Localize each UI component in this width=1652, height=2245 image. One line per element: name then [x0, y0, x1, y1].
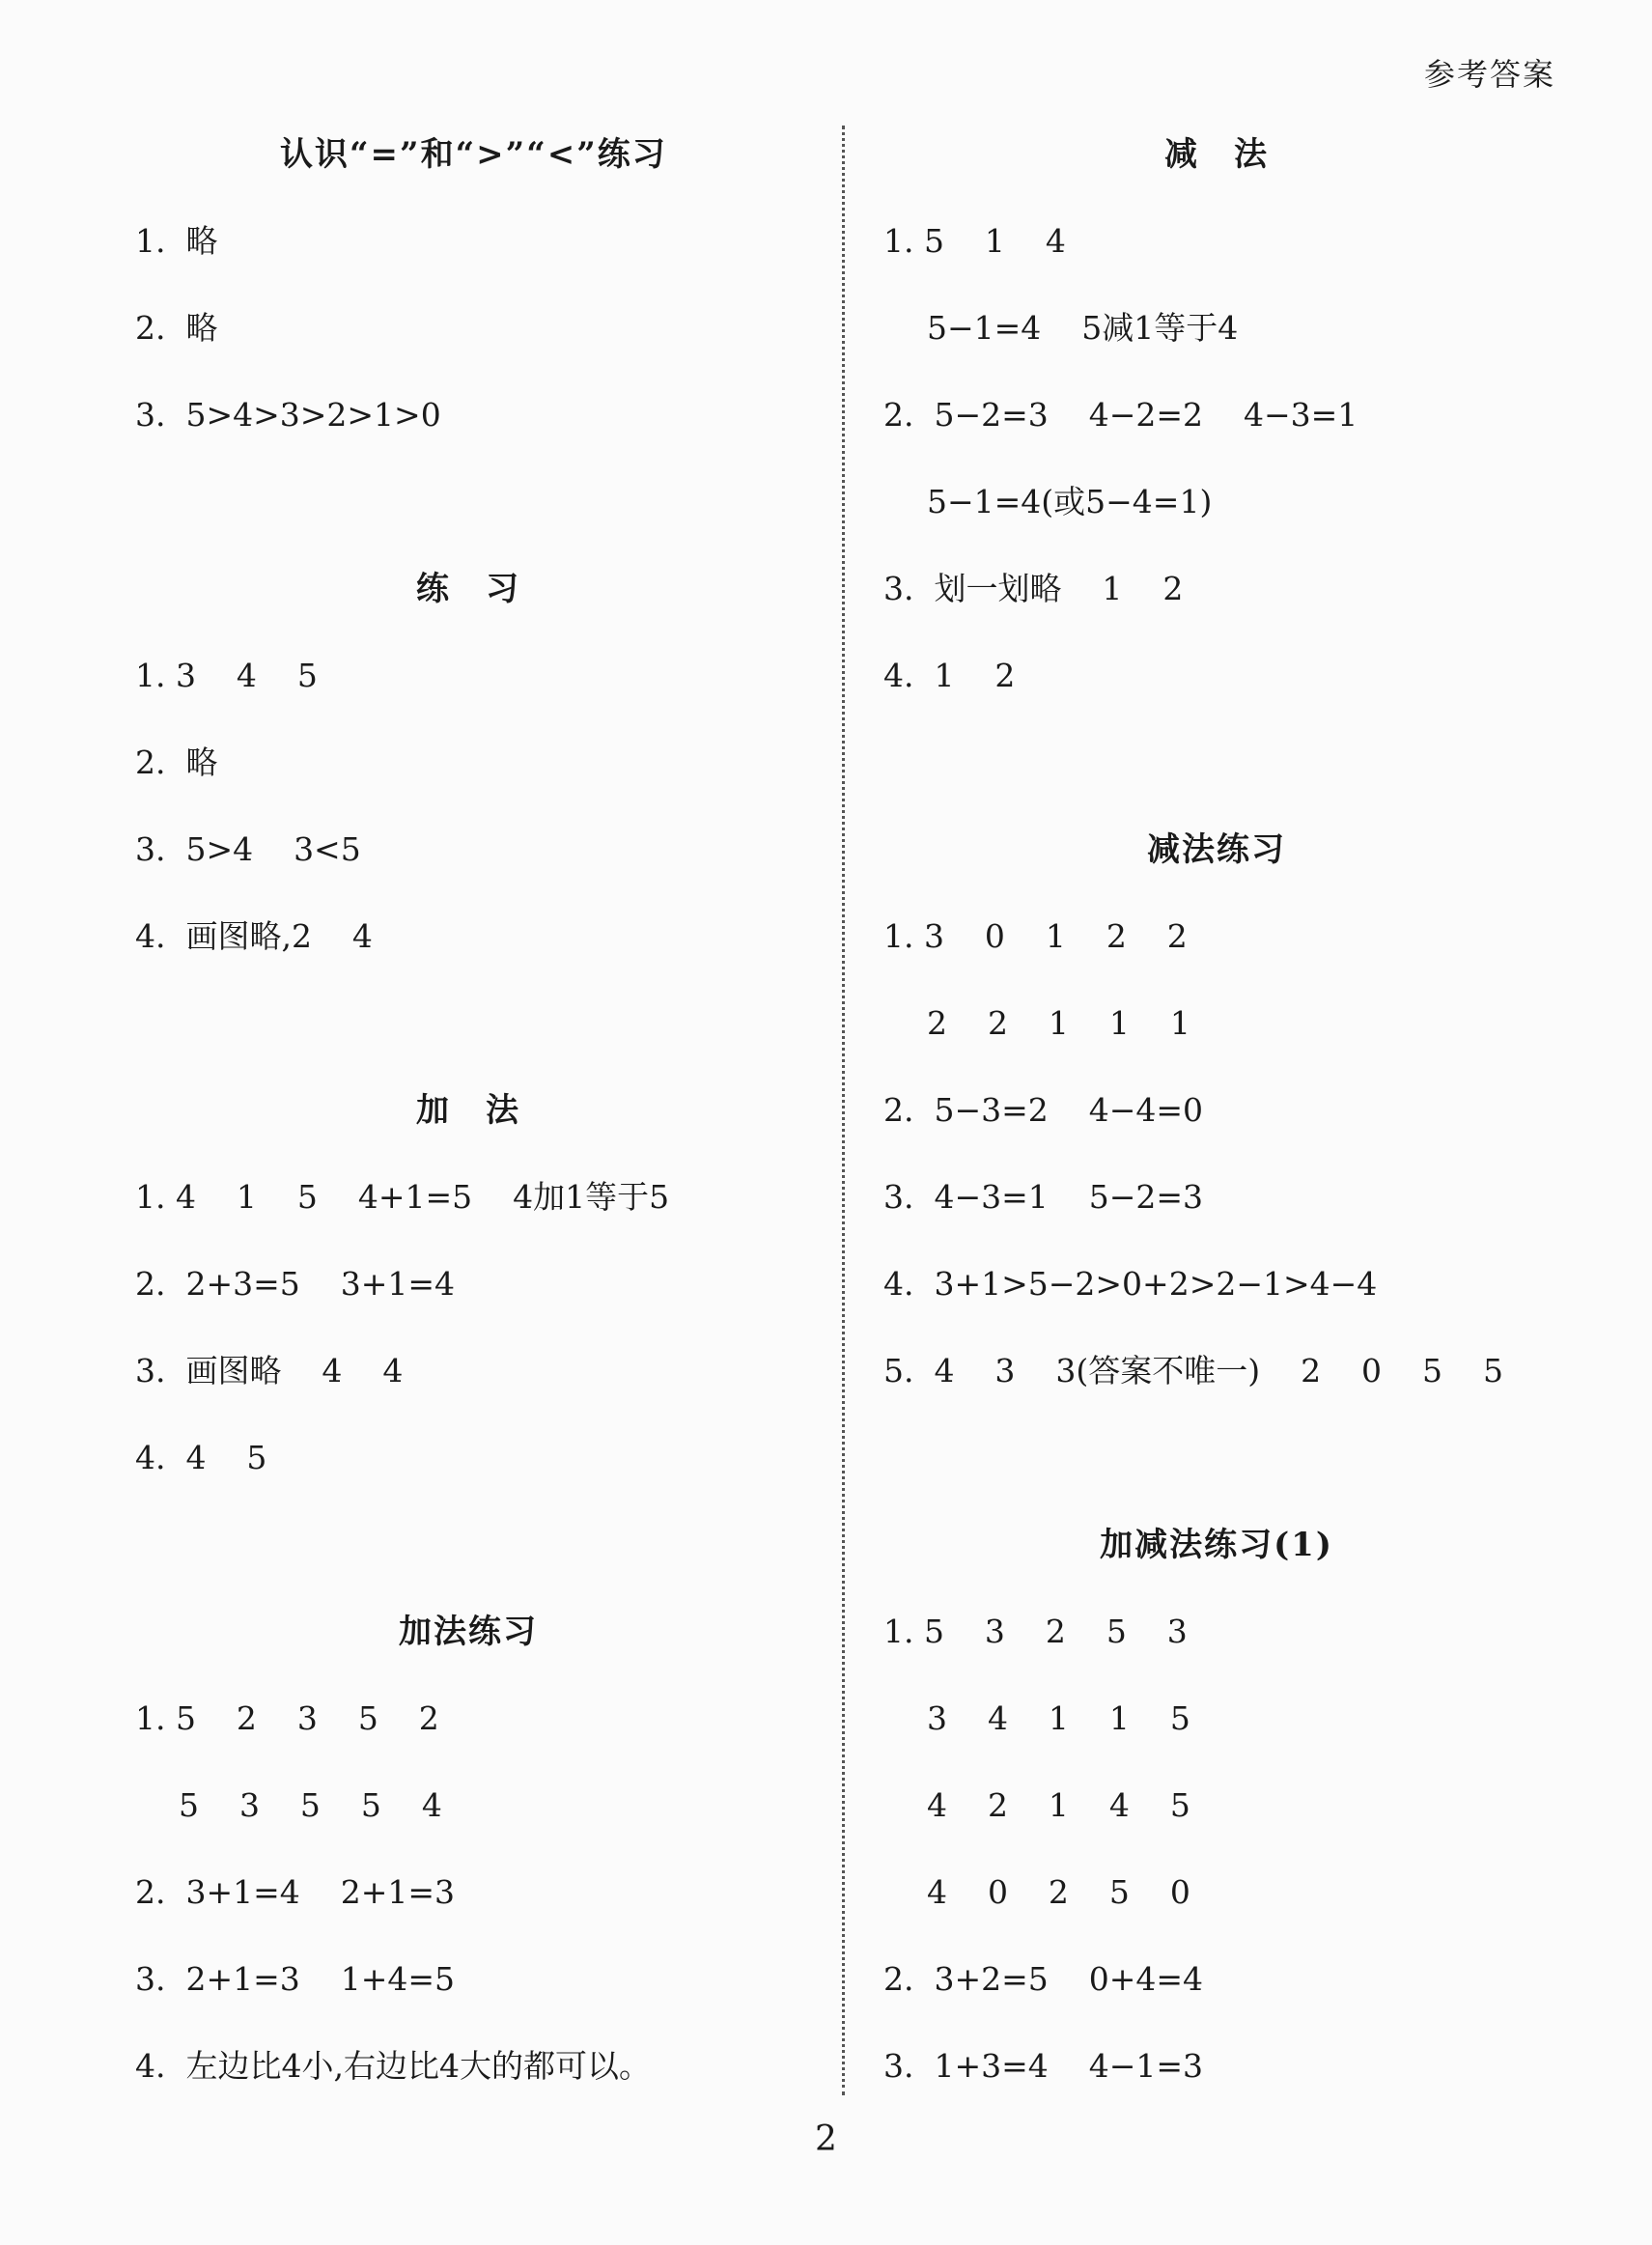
- answer-line: 2 2 1 1 1: [927, 1004, 1190, 1042]
- answer-line: 5−1=4(或5−4=1): [927, 483, 1213, 520]
- answer-line: 1. 3 0 1 2 2: [883, 917, 1188, 955]
- answer-line: 1. 5 2 3 5 2: [135, 1699, 439, 1737]
- answer-line: 4. 3+1>5−2>0+2>2−1>4−4: [883, 1265, 1378, 1303]
- answer-line: 1. 4 1 5 4+1=5 4加1等于5: [135, 1178, 670, 1216]
- section-add-sub-practice: [883, 1501, 1550, 2110]
- answer-line: 2. 略: [135, 309, 218, 347]
- answer-line: 2. 5−3=2 4−4=0: [883, 1091, 1203, 1129]
- answer-line: 2. 5−2=3 4−2=2 4−3=1: [883, 396, 1358, 434]
- left-column: [135, 111, 801, 2110]
- answer-line: 3. 5>4 3<5: [135, 830, 361, 868]
- answer-line: 3. 划一划略 1 2: [883, 570, 1184, 607]
- answer-line: 3. 2+1=3 1+4=5: [135, 1960, 455, 1998]
- right-column: [883, 111, 1550, 2110]
- answer-line: 3. 4−3=1 5−2=3: [883, 1178, 1203, 1216]
- section-compare: [135, 111, 801, 459]
- column-divider: [842, 126, 845, 2095]
- answer-line: 5−1=4 5减1等于4: [927, 309, 1239, 347]
- answer-line: 4. 左边比4小,右边比4大的都可以。: [135, 2047, 651, 2085]
- page-number: 2: [815, 2119, 837, 2159]
- page-header-label: 参考答案: [1423, 56, 1555, 93]
- answer-line: 4. 1 2: [883, 657, 1016, 694]
- answer-line: 4. 4 5: [135, 1439, 267, 1476]
- answer-line: 5 3 5 5 4: [179, 1786, 442, 1824]
- section-subtraction-practice: [883, 806, 1550, 1415]
- section-addition: [135, 1067, 801, 1501]
- answer-line: 1. 略: [135, 222, 218, 260]
- answer-line: 1. 3 4 5: [135, 657, 318, 694]
- answer-line: 2. 3+2=5 0+4=4: [883, 1960, 1203, 1998]
- section-title: 减法练习: [1147, 830, 1286, 869]
- answer-line: 4. 画图略,2 4: [135, 917, 373, 955]
- answer-line: 3. 5>4>3>2>1>0: [135, 396, 441, 434]
- answer-line: 2. 2+3=5 3+1=4: [135, 1265, 455, 1303]
- answer-line: 1. 5 3 2 5 3: [883, 1613, 1188, 1650]
- section-subtraction: [883, 111, 1550, 719]
- section-title: 减 法: [1164, 135, 1269, 174]
- answer-line: 1. 5 1 4: [883, 222, 1066, 260]
- answer-line: 4 0 2 5 0: [927, 1873, 1190, 1911]
- answer-line: 5. 4 3 3(答案不唯一) 2 0 5 5: [883, 1352, 1503, 1389]
- answer-line: 4 2 1 4 5: [927, 1786, 1190, 1824]
- section-title: 认识“=”和“>”“<”练习: [280, 135, 667, 174]
- section-title: 加减法练习(1): [1100, 1526, 1333, 1564]
- answer-line: 2. 3+1=4 2+1=3: [135, 1873, 455, 1911]
- section-practice: [135, 546, 801, 980]
- answer-line: 3. 画图略 4 4: [135, 1352, 404, 1389]
- answer-line: 3 4 1 1 5: [927, 1699, 1190, 1737]
- section-title: 练 习: [416, 570, 520, 608]
- section-title: 加 法: [416, 1091, 520, 1130]
- section-title: 加法练习: [399, 1613, 538, 1651]
- answer-line: 2. 略: [135, 744, 218, 781]
- section-addition-practice: [135, 1588, 801, 2110]
- answer-line: 3. 1+3=4 4−1=3: [883, 2047, 1203, 2085]
